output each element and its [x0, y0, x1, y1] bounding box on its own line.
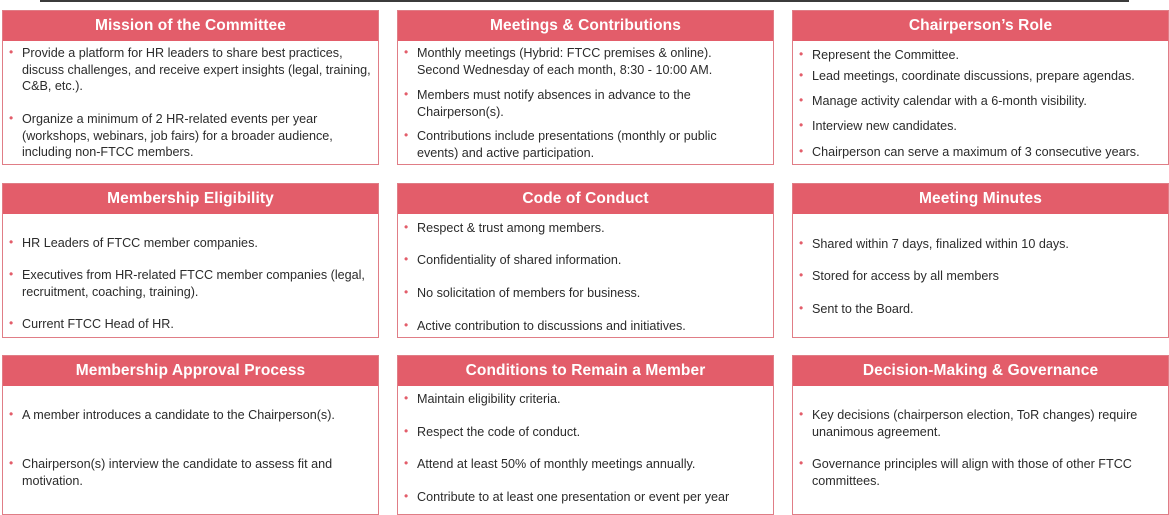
card-body [3, 41, 378, 164]
list-item: • Represent the Committee. [812, 47, 1168, 64]
list-item: • Current FTCC Head of HR. [22, 316, 372, 333]
list-item: • A member introduces a candidate to the Chairperson(s). [22, 407, 372, 424]
list-item: • Chairperson(s) interview the candidate to assess fit and motivation. [22, 456, 358, 489]
card-body [398, 214, 773, 337]
list-item: • Executives from HR-related FTCC member companies (legal, recruitment, coaching, training). [22, 267, 372, 300]
card-meetings-contributions [397, 10, 774, 165]
card-body [3, 214, 378, 337]
list-item: • Lead meetings, coordinate discussions, prepare agendas. [812, 68, 1168, 85]
list-item: • Members must notify absences in advance to the Chairperson(s). [417, 87, 733, 120]
list-item: • Sent to the Board. [812, 301, 1162, 318]
list-item: • Active contribution to discussions and initiatives. [417, 318, 767, 335]
list-item: • Stored for access by all members [812, 268, 1162, 285]
card-title: Mission of the Committee [3, 11, 378, 41]
card-title: Meetings & Contributions [398, 11, 773, 41]
card-body [3, 386, 378, 514]
card-conditions-remain-member [397, 355, 774, 515]
list-item: • Contributions include presentations (monthly or public events) and active participation. [417, 128, 753, 161]
list-item: • Governance principles will align with those of other FTCC committees. [812, 456, 1158, 489]
list-item: • Chairperson can serve a maximum of 3 consecutive years. [812, 144, 1168, 161]
list-item: • Contribute to at least one presentation or event per year [417, 489, 773, 506]
list-item: • Confidentiality of shared information. [417, 252, 767, 269]
list-item: • Respect the code of conduct. [417, 424, 767, 441]
card-code-of-conduct [397, 183, 774, 338]
card-title: Decision-Making & Governance [793, 356, 1168, 386]
card-body [398, 386, 773, 514]
card-chairperson-role [792, 10, 1169, 165]
list-item: • Monthly meetings (Hybrid: FTCC premises & online). Second Wednesday of each month, 8:30 - 10:00 AM. [417, 45, 745, 78]
card-title: Chairperson’s Role [793, 11, 1168, 41]
list-item: • Interview new candidates. [812, 118, 1168, 135]
card-body [793, 386, 1168, 514]
card-body [793, 214, 1168, 337]
list-item: • Manage activity calendar with a 6-month visibility. [812, 93, 1168, 110]
card-title: Conditions to Remain a Member [398, 356, 773, 386]
card-body [398, 41, 773, 164]
list-item: • No solicitation of members for business. [417, 285, 767, 302]
card-meeting-minutes [792, 183, 1169, 338]
card-mission [2, 10, 379, 165]
list-item: • Maintain eligibility criteria. [417, 391, 767, 408]
card-membership-eligibility [2, 183, 379, 338]
card-body [793, 41, 1168, 164]
list-item: • Attend at least 50% of monthly meetings annually. [417, 456, 767, 473]
list-item: • Key decisions (chairperson election, ToR changes) require unanimous agreement. [812, 407, 1168, 440]
card-decision-governance [792, 355, 1169, 515]
list-item: • Provide a platform for HR leaders to share best practices, discuss challenges, and receive expert insights (legal, training, C&B, etc.). [22, 45, 372, 95]
card-title: Code of Conduct [398, 184, 773, 214]
card-membership-approval [2, 355, 379, 515]
top-divider [40, 0, 1129, 2]
card-title: Meeting Minutes [793, 184, 1168, 214]
list-item: • Respect & trust among members. [417, 220, 767, 237]
card-title: Membership Eligibility [3, 184, 378, 214]
list-item: • Shared within 7 days, finalized within 10 days. [812, 236, 1162, 253]
card-title: Membership Approval Process [3, 356, 378, 386]
list-item: • HR Leaders of FTCC member companies. [22, 235, 372, 252]
list-item: • Organize a minimum of 2 HR-related events per year (workshops, webinars, job fairs) for a broader audience, including non-FTCC members. [22, 111, 372, 161]
